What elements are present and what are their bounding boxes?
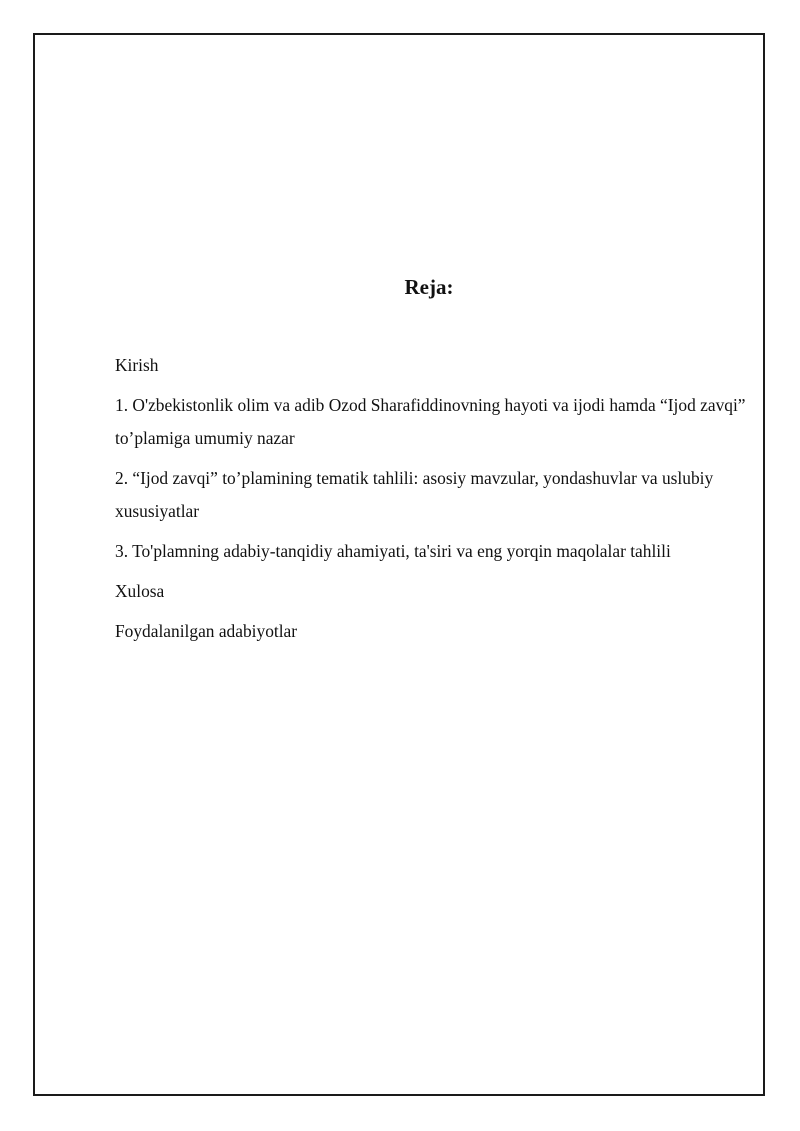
plan-item-chapter-3: 3. To'plamning adabiy-tanqidiy ahamiyati, ta'siri va eng yorqin maqolalar tahlili (115, 541, 671, 561)
plan-title: Reja: (404, 275, 454, 299)
plan-item-chapter-1: 1. O'zbekistonlik olim va adib Ozod Sharafiddinovning hayoti va ijodi hamda “Ijod zavqi” to’plamiga umumiy nazar (115, 395, 746, 448)
plan-item-introduction: Kirish (115, 355, 159, 375)
plan-item-chapter-2: 2. “Ijod zavqi” to’plamining tematik tahlili: asosiy mavzular, yondashuvlar va uslubiy xususiyatlar (115, 468, 714, 521)
plan-item-conclusion: Xulosa (115, 581, 165, 601)
plan-item-references: Foydalanilgan adabiyotlar (115, 621, 298, 641)
plan-list (115, 349, 750, 655)
